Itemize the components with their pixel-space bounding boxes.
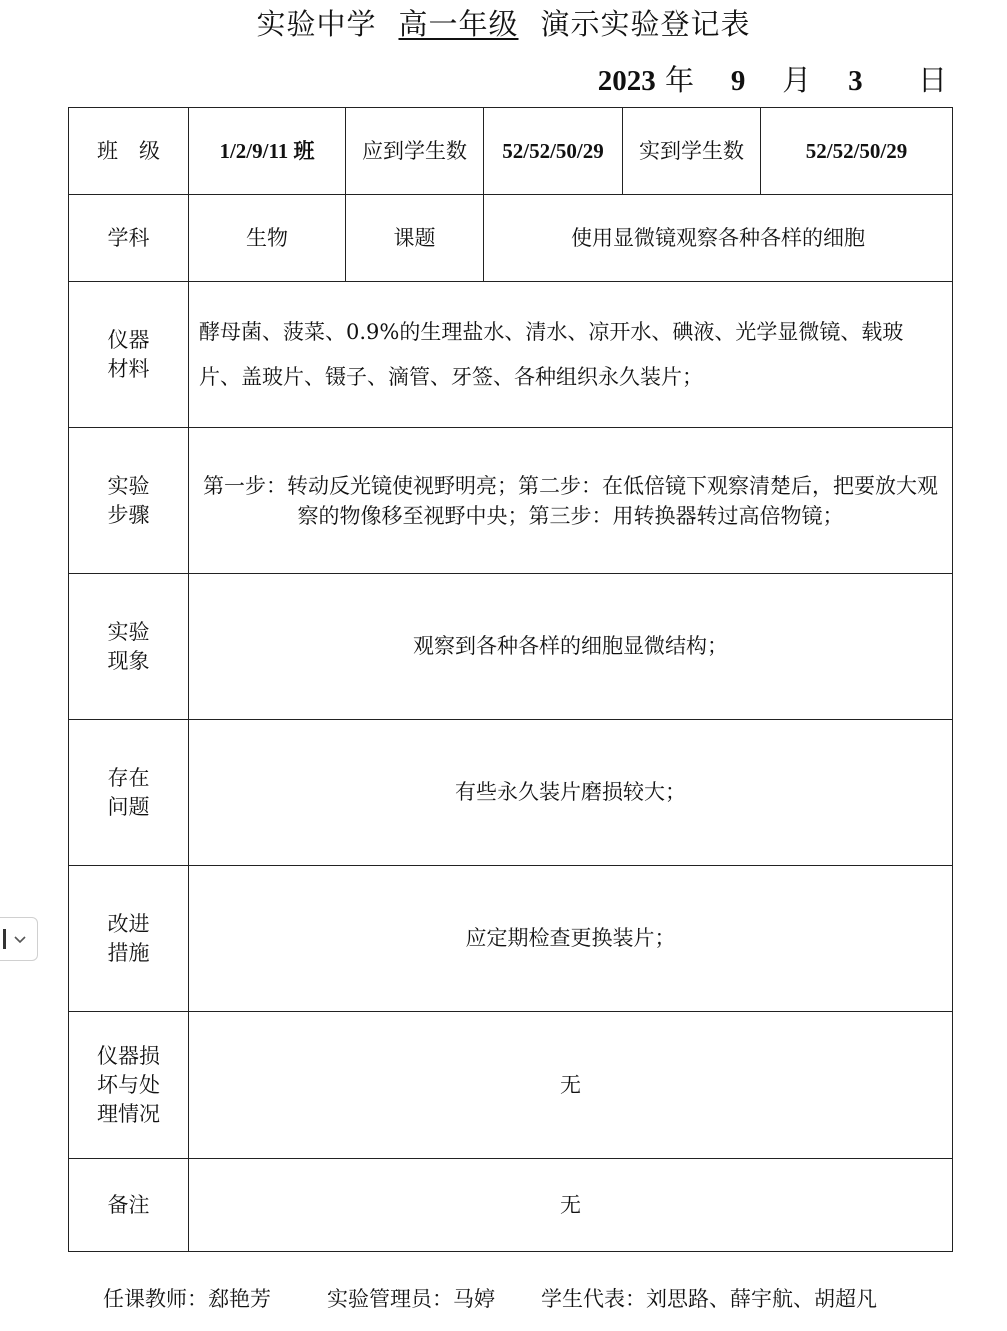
date-line [598, 58, 947, 99]
materials-label: 仪器材料 [107, 327, 150, 381]
improvement-label-cell [69, 866, 189, 1012]
topic-label: 课题 [346, 195, 484, 282]
remarks-value: 无 [189, 1159, 953, 1252]
date-year: 2023 [597, 65, 656, 97]
steps-label: 实验步骤 [107, 473, 150, 527]
side-toolbar-widget[interactable] [0, 917, 38, 961]
table-row-class [69, 108, 953, 195]
expected-students-label: 应到学生数 [346, 108, 484, 195]
subject-value: 生物 [189, 195, 346, 282]
improvement-label: 改进措施 [107, 911, 150, 965]
signature-line [103, 1283, 877, 1313]
title-grade: 高一年级 [398, 7, 519, 41]
materials-value: 酵母菌、菠菜、0.9%的生理盐水、清水、凉开水、碘液、光学显微镜、载玻片、盖玻片、镊子、滴管、牙签、各种组织永久装片； [189, 282, 953, 428]
topic-value: 使用显微镜观察各种各样的细胞 [484, 195, 953, 282]
registration-table [68, 107, 953, 1252]
problems-label: 存在问题 [107, 765, 150, 819]
phenomenon-label: 实验现象 [107, 619, 150, 673]
problems-label-cell [69, 720, 189, 866]
date-month: 9 [730, 65, 746, 97]
table-row-improvement [69, 866, 953, 1012]
table-row-subject [69, 195, 953, 282]
steps-value: 第一步：转动反光镜使视野明亮；第二步：在低倍镜下观察清楚后，把要放大观察的物像移至视野中央；第三步：用转换器转过高倍物镜； [189, 428, 953, 574]
materials-label-cell [69, 282, 189, 428]
table-row-damage [69, 1012, 953, 1159]
damage-label-cell [69, 1012, 189, 1159]
table-row-remarks [69, 1159, 953, 1252]
table-row-materials [69, 282, 953, 428]
table-row-problems [69, 720, 953, 866]
table-row-phenomenon [69, 574, 953, 720]
widget-handle [3, 929, 6, 949]
damage-label: 仪器损坏与处理情况 [97, 1043, 160, 1126]
actual-students-value: 52/52/50/29 [761, 108, 953, 195]
class-value: 1/2/9/11 班 [189, 108, 346, 195]
title-prefix: 实验中学 [256, 7, 377, 41]
date-day: 3 [848, 65, 863, 97]
phenomenon-label-cell [69, 574, 189, 720]
steps-label-cell [69, 428, 189, 574]
date-month-unit: 月 [782, 63, 812, 97]
subject-label: 学科 [69, 195, 189, 282]
date-day-unit: 日 [917, 63, 947, 97]
date-year-unit: 年 [665, 63, 695, 97]
remarks-label: 备注 [69, 1159, 189, 1252]
student-representatives: 学生代表：刘思路、薛宇航、胡超凡 [541, 1287, 877, 1311]
actual-students-label: 实到学生数 [623, 108, 761, 195]
damage-value: 无 [189, 1012, 953, 1159]
phenomenon-value: 观察到各种各样的细胞显微结构； [189, 574, 953, 720]
chevron-down-icon[interactable] [13, 933, 27, 947]
improvement-value: 应定期检查更换装片； [189, 866, 953, 1012]
document-title [0, 2, 1007, 43]
title-suffix: 演示实验登记表 [540, 7, 751, 41]
teacher-signature: 任课教师：郄艳芳 [103, 1287, 271, 1311]
class-label: 班 级 [69, 108, 189, 195]
admin-signature: 实验管理员：马婷 [327, 1287, 495, 1311]
table-row-steps [69, 428, 953, 574]
problems-value: 有些永久装片磨损较大； [189, 720, 953, 866]
expected-students-value: 52/52/50/29 [484, 108, 623, 195]
